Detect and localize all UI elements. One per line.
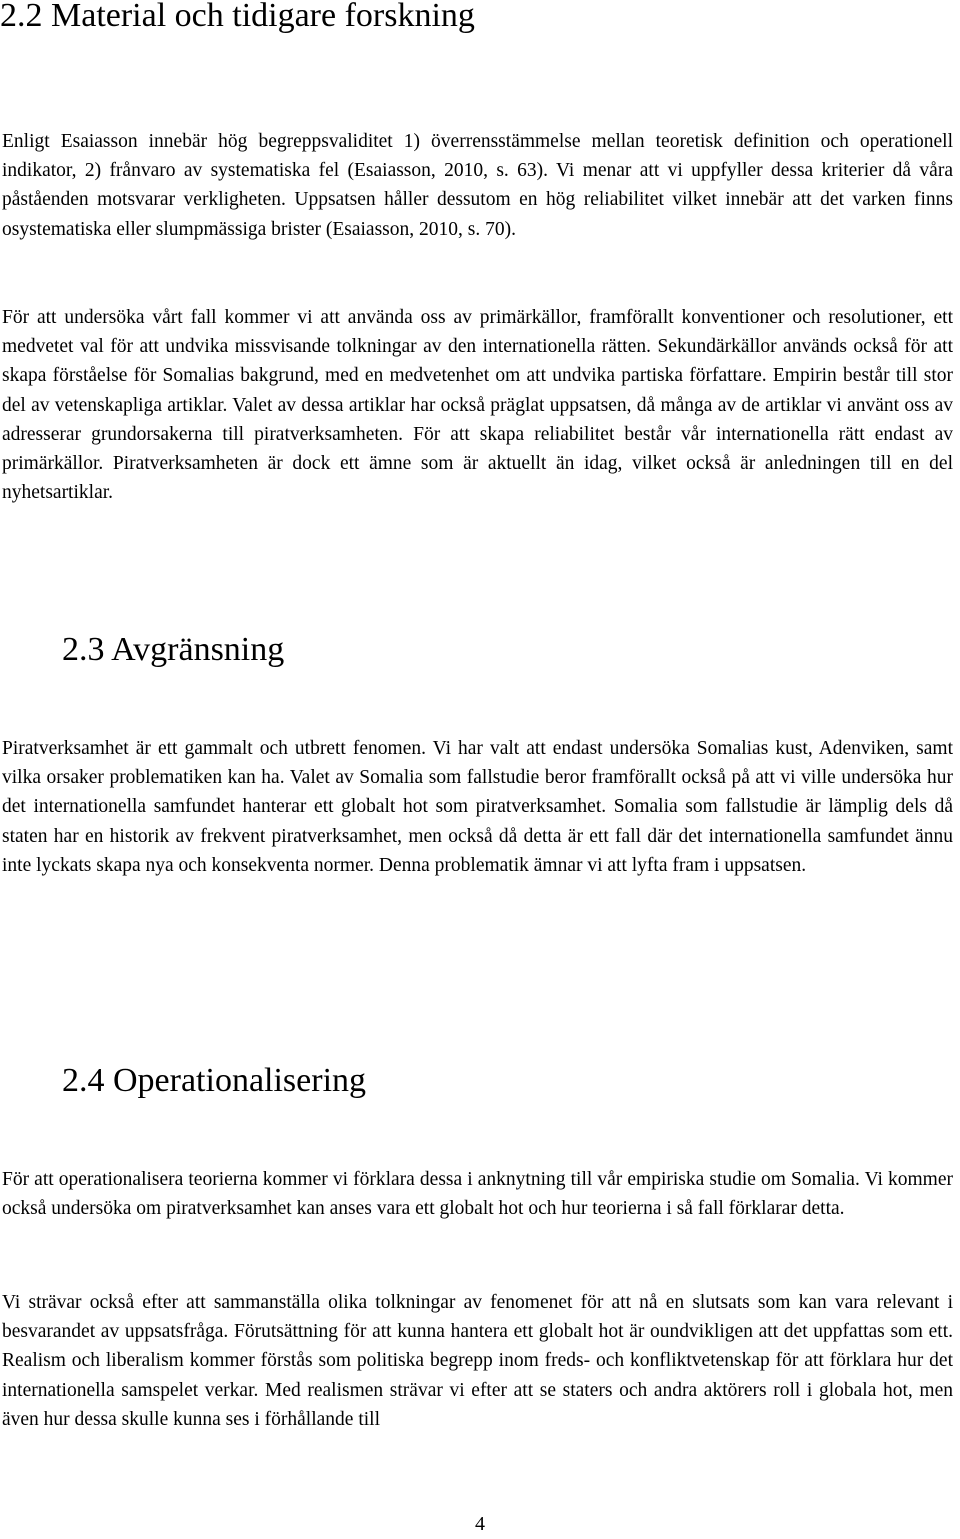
section-heading-operationalisering: 2.4 Operationalisering [62,1062,367,1099]
page-number: 4 [475,1513,485,1535]
paragraph-sources: För att undersöka vårt fall kommer vi att använda oss av primärkällor, framförallt konventioner och resolutioner, ett medvetet val för att undvika missvisande tolkningar av den internationella rätten. Sekundärkällor används också för att skapa förståelse för Somalias bakgrund, med en medvetenhet om att undvika partiska författare. Empirin består till stor del av vetenskapliga artiklar. Valet av dessa artiklar har också präglat uppsatsen, då många av de artiklar vi använt oss av adresserar grundorsakerna till piratverksamheten. För att skapa reliabilitet består vår internationella rätt endast av primärkällor. Piratverksamheten är dock ett ämne som är aktuellt än idag, vilket också är anledningen till en del nyhetsartiklar. [2,307,953,504]
paragraph-avgransning: Piratverksamhet är ett gammalt och utbrett fenomen. Vi har valt att endast undersöka Somalias kust, Adenviken, samt vilka orsaker problematiken kan ha. Valet av Somalia som fallstudie beror framförallt också på att vi ville undersöka hur det internationella samfundet hanterar ett globalt hot som piratverksamhet. Somalia som fallstudie är lämplig dels då staten har en historik av frekvent piratverksamhet, men också då detta är ett fall där det internationella samfundet ännu inte lyckats skapa nya och konsekventa normer. Denna problematik ämnar vi att lyfta fram i uppsatsen. [2,738,953,876]
paragraph-operationalize: För att operationalisera teorierna kommer vi förklara dessa i anknytning till vår empiriska studie om Somalia. Vi kommer också undersöka om piratverksamhet kan anses vara ett globalt hot och hur teorierna i så fall förklarar detta. [2,1169,953,1220]
section-heading-avgransning: 2.3 Avgränsning [62,631,285,668]
section-heading-material: 2.2 Material och tidigare forskning [0,0,475,34]
paragraph-interpretations: Vi strävar också efter att sammanställa olika tolkningar av fenomenet för att nå en slutsats som kan vara relevant i besvarandet av uppsatsfråga. Förutsättning för att kunna hantera ett globalt hot är oundvikligen att det uppfattas som ett. Realism och liberalism kommer förstås som politiska begrepp inom freds- och konfliktvetenskap för att förklara hur det internationella samspelet verkar. Med realismen strävar vi efter att se staters och andra aktörers roll i globala hot, men även hur dessa skulle kunna ses i förhållande till [2,1292,953,1430]
paragraph-validity: Enligt Esaiasson innebär hög begreppsvaliditet 1) överrensstämmelse mellan teoretisk definition och operationell indikator, 2) frånvaro av systematiska fel (Esaiasson, 2010, s. 63). Vi menar att vi uppfyller dessa kriterier då våra påståenden motsvarar verkligheten. Uppsatsen håller dessutom en hög reliabilitet vilket innebär att det varken finns osystematiska eller slumpmässiga brister (Esaiasson, 2010, s. 70). [2,131,953,240]
